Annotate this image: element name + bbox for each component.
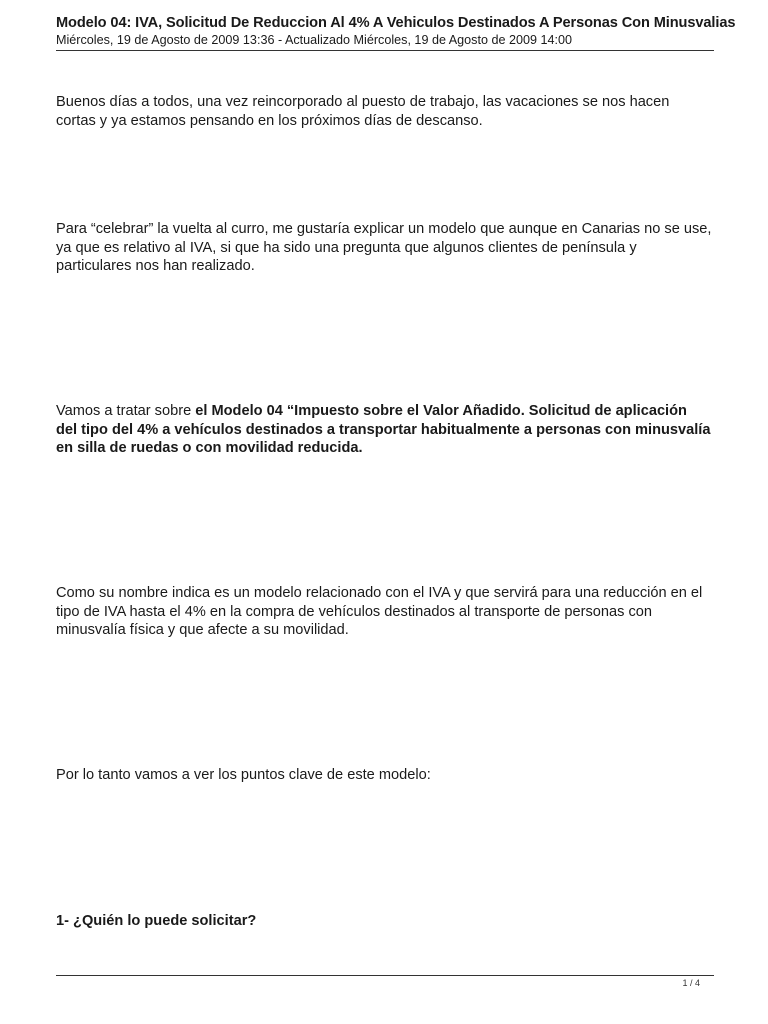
- paragraph-greeting: Buenos días a todos, una vez reincorporado al puesto de trabajo, las vacaciones se nos hacen cortas y ya estamos pensando en los próximos días de descanso.: [56, 94, 670, 129]
- document-header: [56, 14, 736, 48]
- document-title: Modelo 04: IVA, Solicitud De Reduccion Al 4% A Vehiculos Destinados A Personas Con Minusvalias: [56, 15, 736, 31]
- page-number: 1 / 4: [682, 978, 700, 988]
- document-dates: Miércoles, 19 de Agosto de 2009 13:36 - Actualizado Miércoles, 19 de Agosto de 2009 14:00: [56, 33, 572, 47]
- paragraph-key-points: Por lo tanto vamos a ver los puntos clave de este modelo:: [56, 767, 431, 783]
- paragraph-modelo-04-intro: Vamos a tratar sobre: [56, 403, 196, 419]
- paragraph-description: Como su nombre indica es un modelo relacionado con el IVA y que servirá para una reducción en el tipo de IVA hasta el 4% en la compra de vehículos destinados al transporte de personas con minusvalía física y que afecte a su movilidad.: [56, 585, 703, 638]
- paragraph-modelo-04-bold: el Modelo 04 “Impuesto sobre el Valor Añadido. Solicitud de aplicación del tipo del 4% a vehículos destinados a transportar habitualmente a personas con minusvalía en silla de ruedas o con movilidad reducida.: [56, 403, 711, 456]
- paragraph-modelo-04: [56, 402, 712, 458]
- footer-divider: [56, 975, 714, 976]
- section-heading-quien: 1- ¿Quién lo puede solicitar?: [56, 913, 257, 929]
- header-divider: [56, 50, 714, 51]
- paragraph-celebrar: Para “celebrar” la vuelta al curro, me gustaría explicar un modelo que aunque en Canarias no se use, ya que es relativo al IVA, si que ha sido una pregunta que algunos clientes de península y particulares nos han realizado.: [56, 221, 712, 274]
